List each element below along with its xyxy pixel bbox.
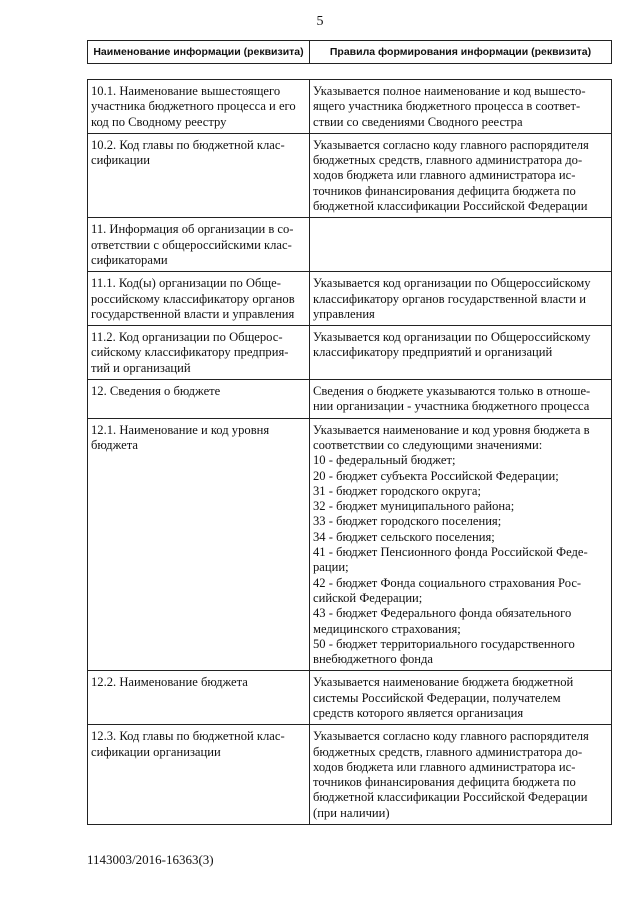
column-header-rules: Правила формирования информации (реквизита) <box>310 41 612 64</box>
cell-text-line: ящего участника бюджетного процесса в соответ- <box>313 99 581 114</box>
table-row <box>88 133 612 217</box>
cell-text-line: 12.2. Наименование бюджета <box>91 675 248 690</box>
cell-text-line: участника бюджетного процесса и его <box>91 99 296 114</box>
cell-text-line: Указывается код организации по Общероссийскому <box>313 330 591 345</box>
table-row <box>88 326 612 380</box>
table-row <box>88 272 612 326</box>
cell-text-line: 10 - федеральный бюджет; <box>313 453 456 468</box>
requisite-rule-cell <box>310 272 612 326</box>
cell-text-line: бюджетной классификации Российской Федерации <box>313 790 588 805</box>
requisite-rule-cell <box>310 326 612 380</box>
cell-text-line: рации; <box>313 560 349 575</box>
cell-text-line: классификатору органов государственной власти и <box>313 291 586 306</box>
cell-text-line: управления <box>313 306 375 321</box>
document-code: 1143003/2016-16363(3) <box>87 852 214 867</box>
cell-text-line: 34 - бюджет сельского поселения; <box>313 529 495 544</box>
cell-text-line: Указывается наименование бюджета бюджетной <box>313 675 574 690</box>
requisite-name-cell <box>88 272 310 326</box>
requisite-rule-cell <box>310 725 612 825</box>
cell-text-line: Указывается согласно коду главного распорядителя <box>313 729 589 744</box>
cell-text-line: 43 - бюджет Федерального фонда обязательного <box>313 606 572 621</box>
cell-text-line: Сведения о бюджете указываются только в отноше- <box>313 384 591 399</box>
requisite-name-cell <box>88 380 310 419</box>
cell-text-line: точников финансирования дефицита бюджета по <box>313 183 576 198</box>
cell-text-line: сификации организации <box>91 744 221 759</box>
requisite-name-cell <box>88 80 310 134</box>
column-header-name: Наименование информации (реквизита) <box>88 41 310 64</box>
requisite-name-cell <box>88 671 310 725</box>
cell-text-line: 12.1. Наименование и код уровня <box>91 422 270 437</box>
cell-text-line: 42 - бюджет Фонда социального страхования Рос- <box>313 575 582 590</box>
requisite-name-cell <box>88 326 310 380</box>
cell-text-line: Указывается согласно коду главного распорядителя <box>313 137 589 152</box>
table-row <box>88 218 612 272</box>
cell-text-line: российскому классификатору органов <box>91 291 295 306</box>
cell-text-line: код по Сводному реестру <box>91 114 227 129</box>
column-header-row <box>88 41 612 64</box>
page-number: 5 <box>316 14 324 29</box>
column-header-table <box>87 40 612 64</box>
table-row <box>88 725 612 825</box>
requisite-name-cell <box>88 725 310 825</box>
cell-text-line: (при наличии) <box>313 805 390 820</box>
table-row <box>88 418 612 671</box>
cell-text-line: бюджета <box>91 437 138 452</box>
requisites-table <box>87 79 612 825</box>
requisite-rule-cell <box>310 671 612 725</box>
cell-text-line: сийской Федерации; <box>313 590 423 605</box>
cell-text-line: системы Российской Федерации, получателем <box>313 690 561 705</box>
cell-text-line: бюджетных средств, главного администратора до- <box>313 744 583 759</box>
cell-text-line: сийскому классификатору предприя- <box>91 345 289 360</box>
cell-text-line: сификаторами <box>91 252 168 267</box>
cell-text-line: сификации <box>91 153 150 168</box>
requisite-rule-cell <box>310 418 612 671</box>
cell-text-line: 11.1. Код(ы) организации по Обще- <box>91 276 281 291</box>
cell-text-line: ответствии с общероссийскими клас- <box>91 237 292 252</box>
cell-text-line: ходов бюджета или главного администратора ис- <box>313 759 576 774</box>
table-row <box>88 80 612 134</box>
cell-text-line: 31 - бюджет городского округа; <box>313 483 481 498</box>
cell-text-line: точников финансирования дефицита бюджета по <box>313 775 576 790</box>
cell-text-line: бюджетных средств, главного администратора до- <box>313 153 583 168</box>
cell-text-line: 33 - бюджет городского поселения; <box>313 514 502 529</box>
requisite-name-cell <box>88 418 310 671</box>
requisite-name-cell <box>88 133 310 217</box>
cell-text-line: бюджетной классификации Российской Федерации <box>313 199 588 214</box>
requisite-rule-cell <box>310 218 612 272</box>
cell-text-line: медицинского страхования; <box>313 621 461 636</box>
cell-text-line: 10.1. Наименование вышестоящего <box>91 84 281 98</box>
cell-text-line: ходов бюджета или главного администратора ис- <box>313 168 576 183</box>
requisite-rule-cell <box>310 80 612 134</box>
table-row <box>88 671 612 725</box>
cell-text-line: Указывается код организации по Общероссийскому <box>313 276 591 291</box>
cell-text-line: внебюджетного фонда <box>313 652 434 667</box>
cell-text-line: Указывается полное наименование и код вышесто- <box>313 84 586 98</box>
cell-text-line: 20 - бюджет субъекта Российской Федерации; <box>313 468 559 483</box>
cell-text-line: 12.3. Код главы по бюджетной клас- <box>91 729 285 744</box>
cell-text-line: 10.2. Код главы по бюджетной клас- <box>91 137 285 152</box>
cell-text-line: Указывается наименование и код уровня бюджета в <box>313 422 590 437</box>
cell-text-line: государственной власти и управления <box>91 306 295 321</box>
requisite-rule-cell <box>310 133 612 217</box>
cell-text-line: 50 - бюджет территориального государственного <box>313 636 575 651</box>
cell-text-line: классификатору предприятий и организаций <box>313 345 553 360</box>
cell-text-line: 32 - бюджет муниципального района; <box>313 499 515 514</box>
requisite-name-cell <box>88 218 310 272</box>
requisite-rule-cell <box>310 380 612 419</box>
cell-text-line: нии организации - участника бюджетного процесса <box>313 399 590 414</box>
cell-text-line: ствии со сведениями Сводного реестра <box>313 114 523 129</box>
table-row <box>88 380 612 419</box>
cell-text-line: тий и организаций <box>91 360 191 375</box>
cell-text-line: средств которого является организация <box>313 705 524 720</box>
cell-text-line: 12. Сведения о бюджете <box>91 384 221 399</box>
cell-text-line: 11. Информация об организации в со- <box>91 222 294 237</box>
cell-text-line: 11.2. Код организации по Общерос- <box>91 330 283 345</box>
cell-text-line: соответствии со следующими значениями: <box>313 437 543 452</box>
cell-text-line: 41 - бюджет Пенсионного фонда Российской Феде- <box>313 545 588 560</box>
